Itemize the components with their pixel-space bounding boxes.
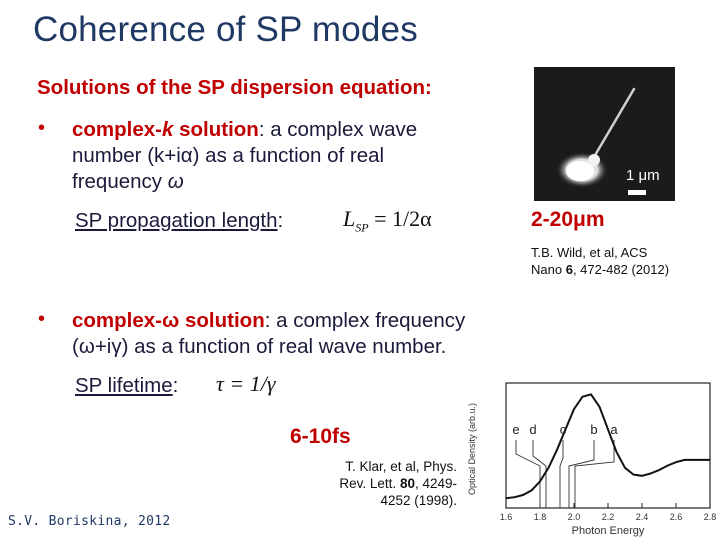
- subtitle: Solutions of the SP dispersion equation:: [37, 76, 432, 99]
- lifetime-label: SP lifetime:: [75, 374, 179, 397]
- x-tick-label: 2.4: [635, 512, 649, 522]
- x-tick-label: 2.2: [601, 512, 615, 522]
- peak-label-b: b: [590, 422, 598, 437]
- peak-guide-b: [569, 440, 594, 508]
- peak-guide-e: [516, 440, 540, 508]
- peak-guides: [516, 440, 614, 508]
- x-tick-label: 1.8: [533, 512, 547, 522]
- propagation-length-label: SP propagation length:: [75, 209, 284, 232]
- chart-xlabel: Photon Energy: [571, 525, 645, 537]
- bullet1-term: complex-k solution: [72, 118, 259, 141]
- bullet2-line1: complex-ω solution: a complex frequency: [72, 309, 466, 332]
- peak-labels: [512, 422, 618, 437]
- peak-label-e: e: [512, 422, 520, 437]
- bullet2-term: complex-ω solution: [72, 309, 265, 332]
- peak-label-c: c: [559, 422, 567, 437]
- reference-wild: T.B. Wild, et al, ACS Nano 6, 472-482 (2012): [531, 245, 670, 277]
- x-tick-label: 2.0: [567, 512, 581, 522]
- optical-density-chart: [462, 374, 720, 540]
- footer-author: S.V. Boriskina, 2012: [8, 514, 171, 529]
- bullet-marker: •: [38, 117, 46, 139]
- optical-density-curve: [506, 394, 710, 498]
- propagation-range: 2-20μm: [531, 208, 605, 231]
- propagation-length-formula: $L_{SP} = 1/2\alpha$: [343, 206, 432, 235]
- chart-ylabel: Optical Density (arb.u.): [467, 402, 477, 496]
- bullet2-line2: (ω+iγ) as a function of real wave number.: [72, 335, 447, 358]
- slide-title: Coherence of SP modes: [33, 10, 418, 49]
- x-tick-label: 2.8: [703, 512, 717, 522]
- peak-label-d: d: [529, 422, 537, 437]
- peak-label-a: a: [610, 422, 618, 437]
- chart-frame: [506, 383, 710, 508]
- peak-guide-c: [560, 440, 563, 508]
- x-ticks: [500, 503, 717, 522]
- scale-bar: [628, 190, 646, 195]
- x-tick-label: 1.6: [499, 512, 513, 522]
- peak-guide-a: [575, 440, 614, 508]
- nanowire-micrograph: [534, 67, 675, 201]
- x-tick-label: 2.6: [669, 512, 683, 522]
- bullet-marker: •: [38, 308, 46, 330]
- lifetime-range: 6-10fs: [290, 425, 351, 448]
- bullet1-line1: complex-k solution: a complex wave: [72, 118, 418, 141]
- bullet1-line3: frequency ω: [72, 170, 184, 193]
- reference-klar: T. Klar, et al, Phys. Rev. Lett. 80, 4249- 4252 (1998).: [339, 459, 457, 508]
- bullet1-line2: number (k+iα) as a function of real: [72, 144, 385, 167]
- scale-label: 1 μm: [626, 167, 660, 184]
- lifetime-formula: τ = 1/γ: [216, 371, 276, 396]
